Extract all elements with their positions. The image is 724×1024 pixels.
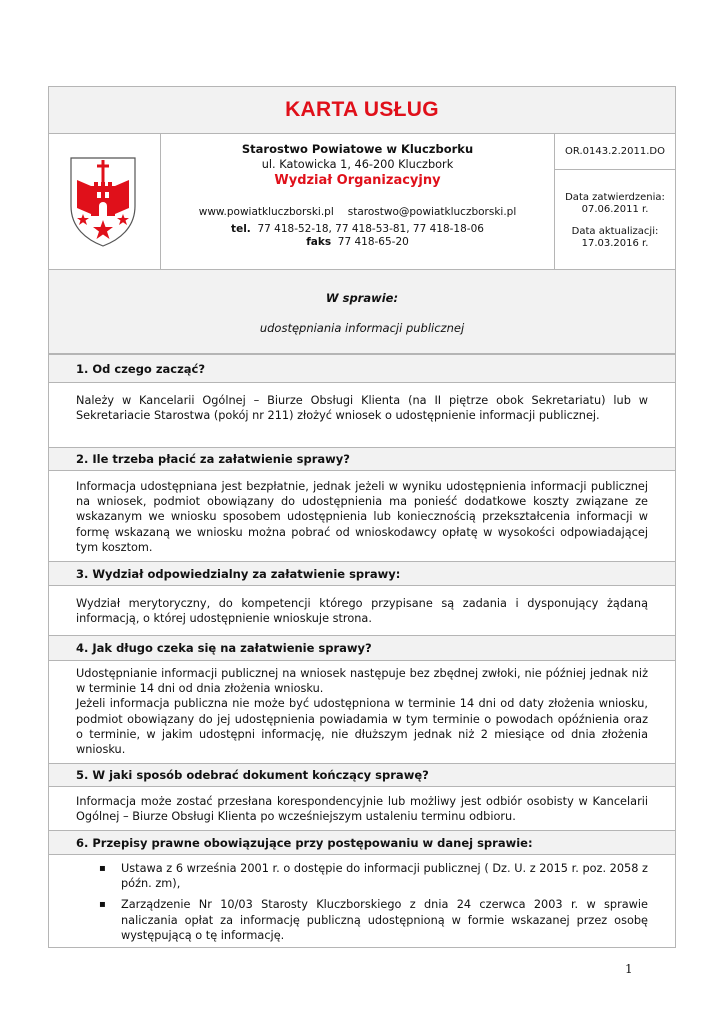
section-heading: 3. Wydział odpowiedzialny za załatwienie sprawy: — [49, 561, 675, 586]
approval-date-block — [555, 192, 675, 216]
section-body — [76, 393, 648, 423]
section-heading: 1. Od czego zacząć? — [49, 354, 675, 383]
document-signature: OR.0143.2.2011.DO — [555, 146, 675, 170]
section-text: Informacja udostępniana jest bezpłatnie, jednak jeżeli w wyniku udostępnienia informacji publicznej na wniosek, podmiot obowiązany do udostępnienia ma ponieść dodatkowe koszty związane ze wskazanym we wniosku sposobem udostępnienia lub koniecznością przekształcenia informacji w formę wskazaną we wniosku można pobrać od wnioskodawcy opłatę w wysokości odpowiadającej tym kosztom. — [76, 480, 648, 554]
office-address: ul. Katowicka 1, 46-200 Kluczbork — [261, 158, 454, 171]
section-heading: 4. Jak długo czeka się na załatwienie sprawy? — [49, 635, 675, 661]
section-text: Wydział merytoryczny, do kompetencji którego przypisane są zadania i dysponujący żądaną informacją, o której udostępnienie wnioskuje strona. — [76, 597, 648, 626]
update-date: 17.03.2016 r. — [581, 238, 649, 249]
matter-text: udostępniania informacji publicznej — [259, 321, 465, 335]
section-text: Informacja może zostać przesłana korespondencyjnie lub możliwy jest odbiór osobisty w Kancelarii Ogólnej – Biurze Obsługi Klienta po wcześniejszym ustaleniu terminu odbioru. — [76, 795, 648, 824]
tel-label: tel. — [231, 223, 251, 235]
website-link[interactable]: www.powiatkluczborski.pl — [198, 206, 334, 218]
service-card — [48, 86, 676, 948]
section-body — [76, 479, 648, 555]
approval-label: Data zatwierdzenia: — [565, 192, 665, 203]
section-heading: 6. Przepisy prawne obowiązujące przy postępowaniu w danej sprawie: — [49, 830, 675, 855]
coat-of-arms-icon — [69, 156, 137, 248]
section-body — [99, 861, 648, 949]
section-body — [76, 666, 648, 757]
section-text: Udostępnianie informacji publicznej na wniosek następuje bez zbędnej zwłoki, nie później jednak niż w terminie 14 dni od dnia złożenia wniosku. — [76, 667, 648, 696]
list-item: ▪ Ustawa z 6 września 2001 r. o dostępie do informacji publicznej ( Dz. U. z 2015 r. poz. 2058 z późn. zm), — [99, 861, 648, 891]
page-number: 1 — [625, 962, 633, 976]
header-row — [49, 134, 675, 270]
legal-basis-list — [99, 861, 648, 943]
fax-line — [161, 236, 554, 248]
contact-web — [161, 206, 554, 218]
email-link[interactable]: starostwo@powiatkluczborski.pl — [347, 206, 517, 218]
title-row — [49, 87, 675, 134]
fax-number: 77 418-65-20 — [337, 236, 409, 248]
fax-label: faks — [306, 236, 332, 248]
page-title: KARTA USŁUG — [285, 98, 439, 121]
update-date-block — [555, 226, 675, 250]
section-text: Jeżeli informacja publiczna nie może być udostępniona w terminie 14 dni od daty złożenia wniosku, podmiot obowiązany do jej udostępnienia powiadamia w tym terminie o powodach opóźnienia oraz o terminie, w jakim udostępni informację, nie dłuższym jednak niż 2 miesiące od dnia złożenia wniosku. — [76, 697, 648, 757]
document-meta — [555, 134, 675, 269]
section-body — [76, 596, 648, 626]
office-info — [161, 134, 555, 269]
department-name: Wydział Organizacyjny — [274, 173, 441, 188]
section-heading: 2. Ile trzeba płacić za załatwienie sprawy? — [49, 447, 675, 471]
office-name: Starostwo Powiatowe w Kluczborku — [241, 142, 474, 156]
phone-line — [161, 223, 554, 235]
section-heading: 5. W jaki sposób odebrać dokument kończący sprawę? — [49, 763, 675, 787]
list-item: ▪ Zarządzenie Nr 10/03 Starosty Kluczborskiego z dnia 24 czerwca 2003 r. w sprawie naliczania opłat za informację publiczną udostępnioną w formie wskazanej przez osobę występującą o tę informację. — [99, 897, 648, 943]
logo-cell — [49, 134, 161, 269]
matter-row — [49, 270, 675, 354]
section-text: Należy w Kancelarii Ogólnej – Biurze Obsługi Klienta (na II piętrze obok Sekretariatu) lub w Sekretariacie Starostwa (pokój nr 211) złożyć wniosek o udostępnienie informacji publicznej. — [76, 394, 648, 423]
update-label: Data aktualizacji: — [571, 226, 659, 237]
approval-date: 07.06.2011 r. — [581, 204, 649, 215]
tel-numbers: 77 418-52-18, 77 418-53-81, 77 418-18-06 — [257, 223, 484, 235]
matter-label: W sprawie: — [325, 291, 399, 305]
section-body — [76, 794, 648, 824]
